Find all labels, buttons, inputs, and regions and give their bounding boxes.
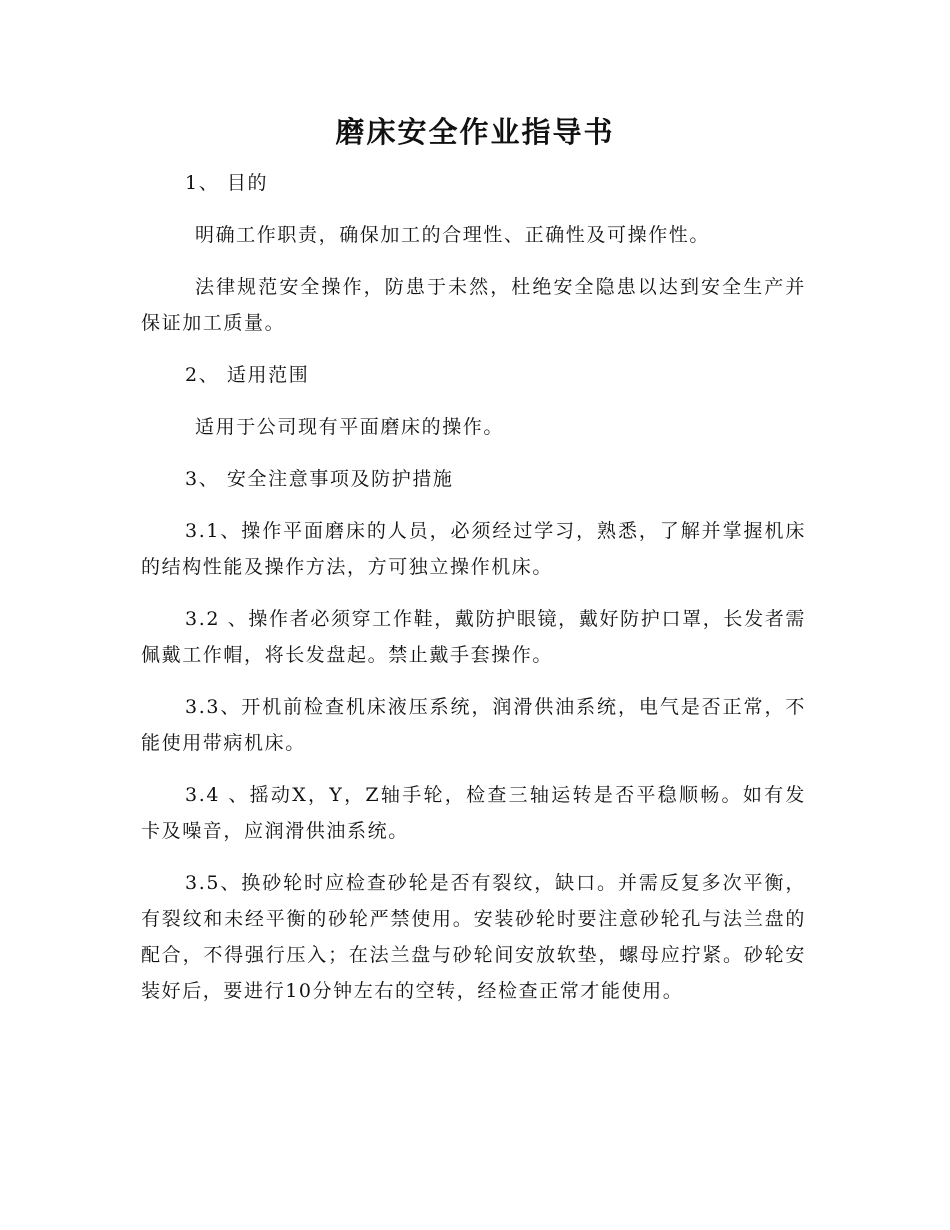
section-3-4-paragraph: 3.4 、摇动X，Y，Z轴手轮，检查三轴运转是否平稳顺畅。如有发卡及噪音，应润滑供油系统。 [141,784,806,842]
document-body [141,165,806,1025]
section-2-paragraph-1: 适用于公司现有平面磨床的操作。 [195,416,505,438]
section-1-heading: 1、 目的 [185,172,269,194]
section-3-2-paragraph: 3.2 、操作者必须穿工作鞋，戴防护眼镜，戴好防护口罩，长发者需佩戴工作帽，将长发盘起。禁止戴手套操作。 [141,608,806,666]
section-1-paragraph-2: 法律规范安全操作，防患于未然，杜绝安全隐患以达到安全生产并保证加工质量。 [141,276,806,334]
section-2-heading: 2、 适用范围 [185,364,310,386]
section-3-1-paragraph: 3.1、操作平面磨床的人员，必须经过学习，熟悉，了解并掌握机床的结构性能及操作方法，方可独立操作机床。 [141,520,806,578]
section-3-5-paragraph: 3.5、换砂轮时应检查砂轮是否有裂纹，缺口。并需反复多次平衡，有裂纹和未经平衡的砂轮严禁使用。安装砂轮时要注意砂轮孔与法兰盘的配合，不得强行压入；在法兰盘与砂轮间安放软垫，螺母应拧紧。砂轮安装好后，要进行10分钟左右的空转，经检查正常才能使用。 [141,872,806,1002]
document-title: 磨床安全作业指导书 [335,115,615,149]
section-3-3-paragraph: 3.3、开机前检查机床液压系统，润滑供油系统，电气是否正常，不能使用带病机床。 [141,696,806,754]
section-1-paragraph-1: 明确工作职责，确保加工的合理性、正确性及可操作性。 [195,224,711,246]
section-3-heading: 3、 安全注意事项及防护措施 [185,468,454,490]
